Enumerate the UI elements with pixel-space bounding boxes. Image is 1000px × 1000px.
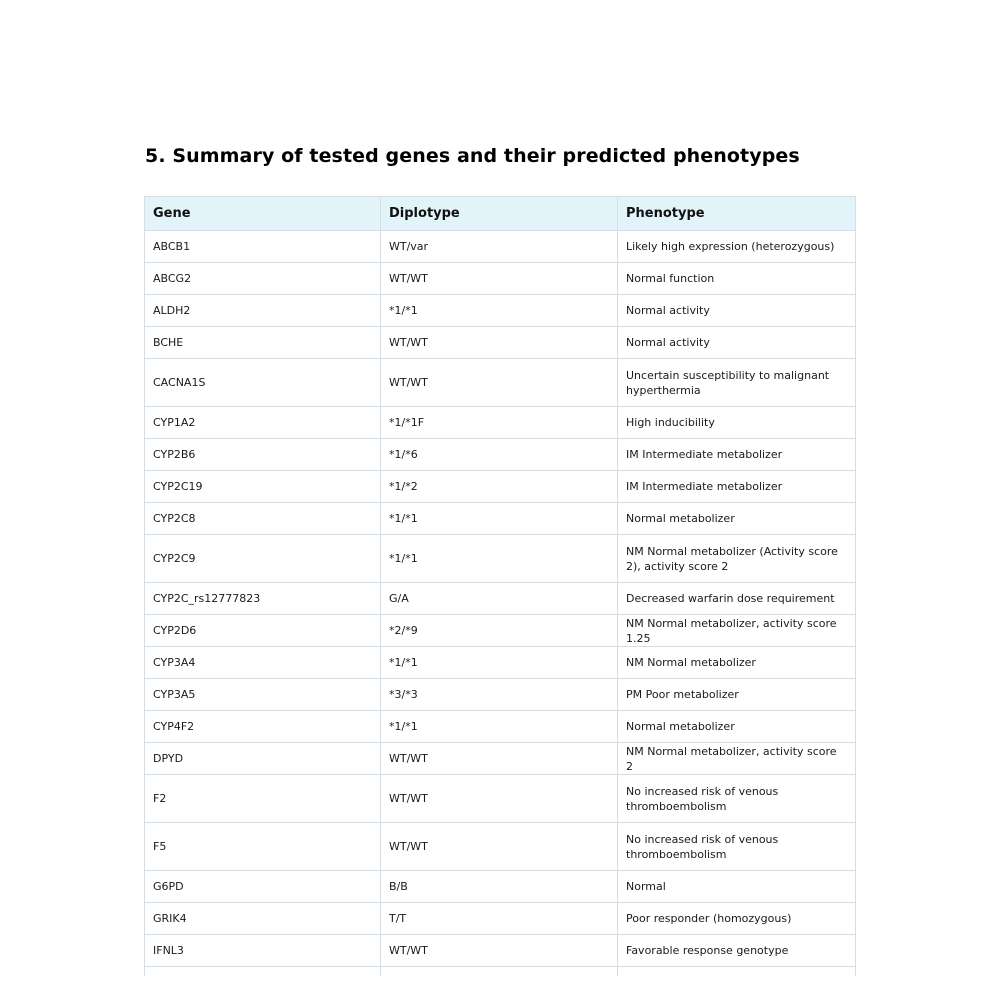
gene-cell: CYP4F2 [145,711,381,743]
phenotype-cell: Normal metabolizer [618,711,856,743]
phenotype-cell: IM Intermediate metabolizer [618,439,856,471]
table-row [145,679,856,711]
phenotype-cell: Normal [618,871,856,903]
diplotype-cell: T/T [381,903,618,935]
phenotype-cell: NM Normal metabolizer (Activity score 2), activity score 2 [618,535,856,583]
diplotype-cell [381,967,618,977]
table-row [145,439,856,471]
diplotype-cell: *1/*1F [381,407,618,439]
diplotype-cell: WT/WT [381,327,618,359]
gene-cell: DPYD [145,743,381,775]
table-row [145,583,856,615]
table-row [145,359,856,407]
phenotype-cell: Uncertain susceptibility to malignant hyperthermia [618,359,856,407]
phenotype-cell: Normal activity [618,295,856,327]
gene-cell: CYP3A4 [145,647,381,679]
phenotype-cell: Normal metabolizer [618,503,856,535]
table-row-partial [145,967,856,977]
phenotype-cell: Poor responder (homozygous) [618,903,856,935]
phenotype-cell: IM Intermediate metabolizer [618,471,856,503]
gene-cell: CYP2C9 [145,535,381,583]
table-row [145,503,856,535]
column-header-gene: Gene [145,197,381,231]
table-row [145,775,856,823]
table-row [145,871,856,903]
diplotype-cell: *1/*1 [381,535,618,583]
table-row [145,471,856,503]
diplotype-cell: *1/*6 [381,439,618,471]
gene-cell: F2 [145,775,381,823]
table-row [145,535,856,583]
phenotype-cell: Normal activity [618,327,856,359]
gene-cell: CYP2B6 [145,439,381,471]
phenotype-cell: Likely high expression (heterozygous) [618,231,856,263]
phenotype-cell: Normal function [618,263,856,295]
diplotype-cell: WT/var [381,231,618,263]
diplotype-cell: *1/*1 [381,503,618,535]
table-row [145,615,856,647]
gene-cell: CYP1A2 [145,407,381,439]
diplotype-cell: WT/WT [381,743,618,775]
phenotype-cell: High inducibility [618,407,856,439]
diplotype-cell: WT/WT [381,823,618,871]
gene-cell: ABCB1 [145,231,381,263]
column-header-phenotype: Phenotype [618,197,856,231]
table-row [145,935,856,967]
diplotype-cell: G/A [381,583,618,615]
table-row [145,711,856,743]
phenotype-cell: PM Poor metabolizer [618,679,856,711]
gene-cell: CYP2C19 [145,471,381,503]
phenotype-cell: NM Normal metabolizer [618,647,856,679]
gene-cell: F5 [145,823,381,871]
gene-cell: G6PD [145,871,381,903]
table-row [145,407,856,439]
gene-cell [145,967,381,977]
diplotype-cell: *3/*3 [381,679,618,711]
table-row [145,903,856,935]
section-title: 5. Summary of tested genes and their predicted phenotypes [145,145,800,167]
gene-phenotype-table [144,196,856,976]
table-row [145,263,856,295]
phenotype-cell: Favorable response genotype [618,935,856,967]
diplotype-cell: B/B [381,871,618,903]
diplotype-cell: WT/WT [381,263,618,295]
diplotype-cell: *2/*9 [381,615,618,647]
diplotype-cell: WT/WT [381,359,618,407]
phenotype-cell: No increased risk of venous thromboembolism [618,775,856,823]
gene-cell: CYP3A5 [145,679,381,711]
diplotype-cell: WT/WT [381,935,618,967]
gene-cell: CYP2C_rs12777823 [145,583,381,615]
gene-table-container [144,196,856,976]
diplotype-cell: *1/*2 [381,471,618,503]
diplotype-cell: *1/*1 [381,647,618,679]
phenotype-cell [618,967,856,977]
diplotype-cell: *1/*1 [381,295,618,327]
phenotype-cell: NM Normal metabolizer, activity score 1.25 [618,615,856,647]
table-row [145,743,856,775]
gene-cell: CACNA1S [145,359,381,407]
gene-cell: IFNL3 [145,935,381,967]
phenotype-cell: Decreased warfarin dose requirement [618,583,856,615]
table-row [145,327,856,359]
gene-cell: ALDH2 [145,295,381,327]
gene-cell: CYP2C8 [145,503,381,535]
gene-cell: CYP2D6 [145,615,381,647]
table-row [145,823,856,871]
gene-cell: BCHE [145,327,381,359]
gene-cell: ABCG2 [145,263,381,295]
diplotype-cell: WT/WT [381,775,618,823]
phenotype-cell: No increased risk of venous thromboembolism [618,823,856,871]
gene-cell: GRIK4 [145,903,381,935]
phenotype-cell: NM Normal metabolizer, activity score 2 [618,743,856,775]
column-header-diplotype: Diplotype [381,197,618,231]
table-row [145,231,856,263]
table-row [145,295,856,327]
diplotype-cell: *1/*1 [381,711,618,743]
table-row [145,647,856,679]
table-header-row [145,197,856,231]
